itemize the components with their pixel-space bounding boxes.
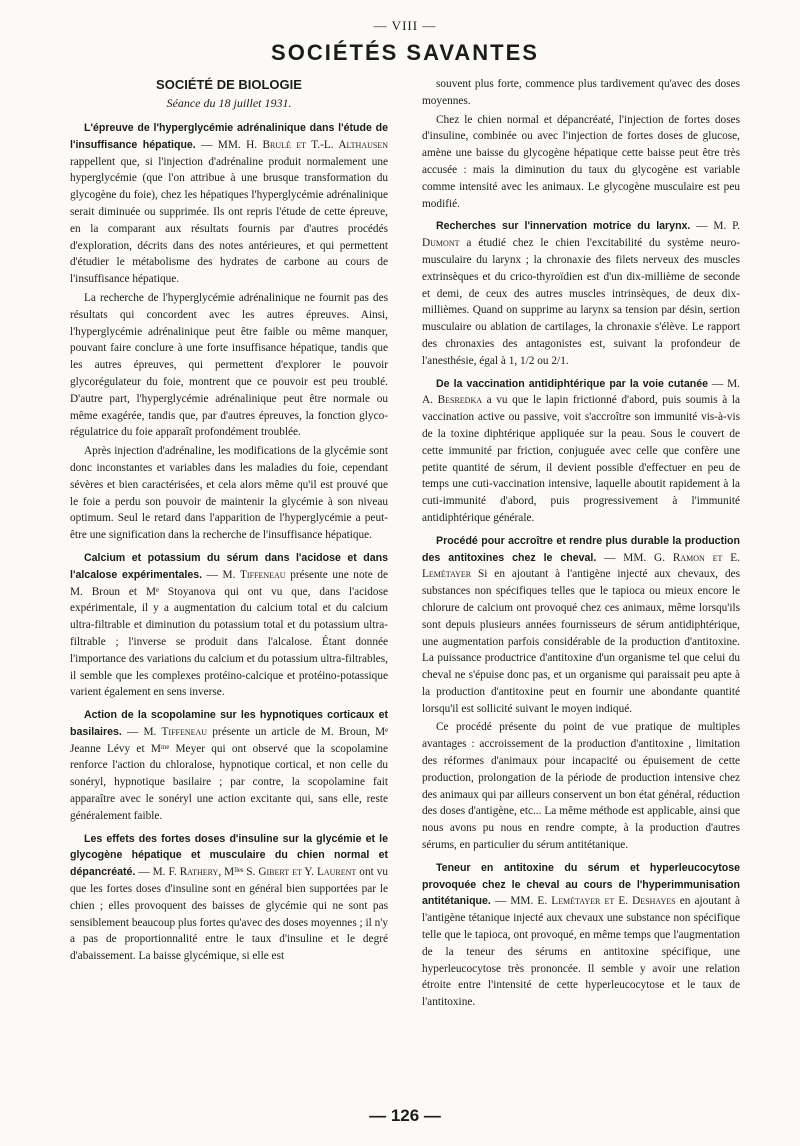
article-paragraph [422,533,740,718]
article-text: Chez le chien normal et dépancréaté, l'injection de fortes doses d'insuline, combinée ou avec l'injection de fortes doses de glucose, amène une baisse du glycogène hépatique cette baisse peut être très accusée : mais la diminution du taux du glycogène est variable comme intensité avec les animaux. Le glycogène musculaire est peu modifié. [422,113,740,210]
article-authors: F. Rathery, Mˡˡᵉˢ S. Gibert et Y. Laurent [168,866,357,879]
article-paragraph [70,120,388,288]
article-lead: — MM. [490,895,538,908]
article [422,860,740,1011]
article-heading: Teneur en antitoxine du sérum et hyperleucocytose provoquée chez le cheval au cours de l'hyperimmunisation antitétanique. [422,861,740,908]
article-text: Si en ajoutant à l'antigène injecté aux chevaux, des substances non spécifiques telles que le tapioca ou mieux encore le chlorure de calcium ont provoqué chez ces animaux, même lorsqu'ils sont depuis plusieurs années fournisseurs de sérum antidiphtérique, une augmentation parfois considérable de la production d'antitoxine. La puissance productrice d'antitoxine d'un organisme tel que celui du cheval ne s'épuise donc pas, et un organisme qui paraissait peu apte à la production d'antitoxine peut en fournir une abondante quantité lorsqu'il est sollicité suivant le moyen indiqué. [422,568,740,715]
article-text: ont vu que les fortes doses d'insuline sont en général bien supportées par le chien ; elles provoquent des baisses de glycémie qui ne sont pas sensiblement beaucoup plus fortes qu'avec des doses moyennes ; il n'y a pas de proportionnalité entre le taux d'insuline et le degré d'abaissement. La baisse glycémique, si elle est [70,866,389,963]
left-column [70,76,388,971]
article-lead: — M. [202,568,241,581]
article-authors: Besredka [437,394,483,407]
article-text: Après injection d'adrénaline, les modifications de la glycémie sont donc inconstantes et variables dans les maladies du foie, cependant sévères et bien caractérisées, et cela alors même qu'il est prouvé que le foie a perdu son pouvoir de maintenir la glycémie à son niveau optimum. Seul le retard dans l'apparition de l'hyperglycémie a peut-être une signification dans la recherche de l'insuffisance hépatique. [70,445,388,542]
article-authors: G. Ramon et E. Lemétayer [422,551,740,581]
article-heading: De la vaccination antidiphtérique par la voie cutanée [436,377,708,390]
article [70,707,388,825]
society-heading: SOCIÉTÉ DE BIOLOGIE [156,77,302,92]
article-lead: — MM. [596,551,655,564]
session-date: Séance du 18 juillet 1931. [166,96,292,110]
article-heading: L'épreuve de l'hyperglycémie adrénalinique dans l'étude de l'insuffisance hépatique. [70,122,388,151]
article [422,76,740,212]
article-paragraph [422,112,740,213]
article-paragraph [70,550,388,701]
article-authors: E. Lemétayer et E. Deshayes [537,895,676,908]
article-heading: Calcium et potassium du sérum dans l'acidose et dans l'alcalose expérimentales. [70,551,388,581]
article [70,831,388,965]
article-text: présente un article de M. Broun, Mᵉ Jeanne Lévy et Mᵐᵉ Meyer qui ont observé que la scopolamine renforce l'action du chloralose, hypnotique cortical, et non celle du sonéryl, hypnotique basilaire ; par contre, la scopolamine fait apparaître avec le sonéryl une action excitante qui, sans elle, reste généralement faible. [70,725,389,822]
article-paragraph [422,719,740,853]
article-text: souvent plus forte, commence plus tardivement qu'avec des doses moyennes. [422,78,740,107]
article-text: Ce procédé présente du point de vue pratique de multiples avantages : accroissement de la production d'antitoxine , limitation des réformes d'animaux pour incapacité ou épuisement de cette production, prolongation de la période de production intensive chez des animaux qui par ailleurs conservent un bon état général, réduction des doses d'antigène, etc... La même méthode est applicable, ainsi que nous avons pu nous en rendre compte, à la production d'autres sérums, en particulier du sérum antitétanique. [422,721,740,852]
document-page [70,18,740,1138]
article-paragraph [422,376,740,527]
article-lead: — M. [690,220,733,233]
page-title: SOCIÉTÉS SAVANTES [271,40,539,65]
article-paragraph [70,831,388,965]
article-text: a étudié chez le chien l'excitabilité du système neuro-musculaire du larynx ; la chronaxie des filets nerveux des muscles extrinsèques et du crico-thyroïdien est d'un dix-millième de seconde et demi, de ceux des autres muscles intrinsèques, de deux dix-millièmes. Quand on supprime au larynx sa tension par désin, sertion musculaire ou ablation de cartilages, la chronaxie s'élève. Le rapport des chronaxies des antagonistes est, suivant la profondeur de l'anesthésie, égal à 1, 1/2 ou 2/1. [422,237,740,367]
article-paragraph [70,443,388,544]
page-number: — 126 — [369,1106,441,1125]
article-heading: Procédé pour accroître et rendre plus durable la production des antitoxines chez le cheval. [422,534,740,564]
article [422,376,740,527]
article-text: La recherche de l'hyperglycémie adrénalinique ne fournit pas des résultats qui concordent avec les autres épreuves. Ainsi, l'hyperglycémie adrénalinique peut être faible ou même manquer, pouvant faire conclure à une forte insuffisance hépatique, tandis que les autres épreuves, qui permettent d'explorer le pouvoir glycorégulateur du foie, montrent que ce pouvoir est peu troublé. D'autre part, l'hyperglycémie adrénalinique peut être normale ou même exagérée, tandis que, par d'autres épreuves, la fonction glyco-régulatrice du foie apparaît profondément troublée. [70,291,388,439]
article [422,218,740,369]
article-heading: Les effets des fortes doses d'insuline sur la glycémie et le glycogène hépatique et musculaire du chien normal et dépancréaté. [70,832,388,879]
article-heading: Recherches sur l'innervation motrice du larynx. [436,220,691,233]
article [70,120,388,544]
article-heading: Action de la scopolamine sur les hypnotiques corticaux et basilaires. [70,709,388,738]
article-lead: — M. A. [422,377,740,407]
article-text: en ajoutant à l'antigène tétanique injecté aux chevaux une substance non spécifique telle que le tapioca, ont provoqué, en même temps que l'augmentation de la teneur des sérums en antitoxine spécifique, une hyperleucocytose très prononcée. Il semble y avoir une relation étroite entre l'intensité de cette hyperleucocytose et le taux de l'antitoxine. [422,895,741,1009]
article-text: présente une note de M. Broun et Mᵉ Stoyanova qui ont vu que, dans l'acidose expérimentale, il y a augmentation du calcium total et du calcium ultra-filtrable et diminution du potassium total et du potassium ultra-filtrable ; l'inverse se produit dans l'alcalose. Étant donnée l'importance des variations du calcium et du potassium ultra-filtrables, il semble que les complexes protéino-calcique et protéino-potassique varient également en sens inverse. [70,568,389,699]
article-paragraph [70,707,388,825]
article-lead: — M. [135,866,169,879]
article-paragraph [422,860,740,1011]
right-column [422,76,740,1017]
running-head: — VIII — [373,18,437,33]
article [70,550,388,701]
article-lead: — M. [121,725,162,738]
article-text: rappellent que, si l'injection d'adrénaline produit normalement une hyperglycémie (que l'on attribue à une brusque transformation du glycogène du foie), chez les hépatiques l'hyperglycémie adrénalinique serait diminuée ou supprimée. Ils ont repris l'étude de cette épreuve, en la comparant aux résultats fournis par d'autres procédés d'exploration, décrits dans des notes antérieures, et qui permettent d'étudier le métabolisme des hydrates de carbone au cours de l'insuffisance hépatique. [70,155,388,286]
article-authors: Tiffeneau [161,725,208,738]
article [422,533,740,854]
article-authors: P. Dumont [422,220,740,250]
article-paragraph [422,76,740,110]
article-paragraph [70,290,388,441]
article-authors: Tiffeneau [240,568,286,581]
article-paragraph [422,218,740,369]
article-lead: — MM. [195,138,247,151]
article-text: a vu que le lapin frictionné d'abord, puis soumis à la vaccination active ou passive, voit s'accroître son immunité vis-à-vis de la toxine diphtérique appliquée sur la peau. Sous le couvert de cette immunité par friction, conjuguée avec celle que confère une petite quantité de sérum, il devient possible d'effectuer en peu de temps une cuti-vaccination intensive, laquelle aboutit rapidement à la cuti-immunité d'abord, puis progressivement à l'immunité antidiphtérique générale. [422,394,741,524]
text-columns [70,76,740,1086]
article-authors: H. Brulé et T.-L. Althausen [246,138,388,151]
